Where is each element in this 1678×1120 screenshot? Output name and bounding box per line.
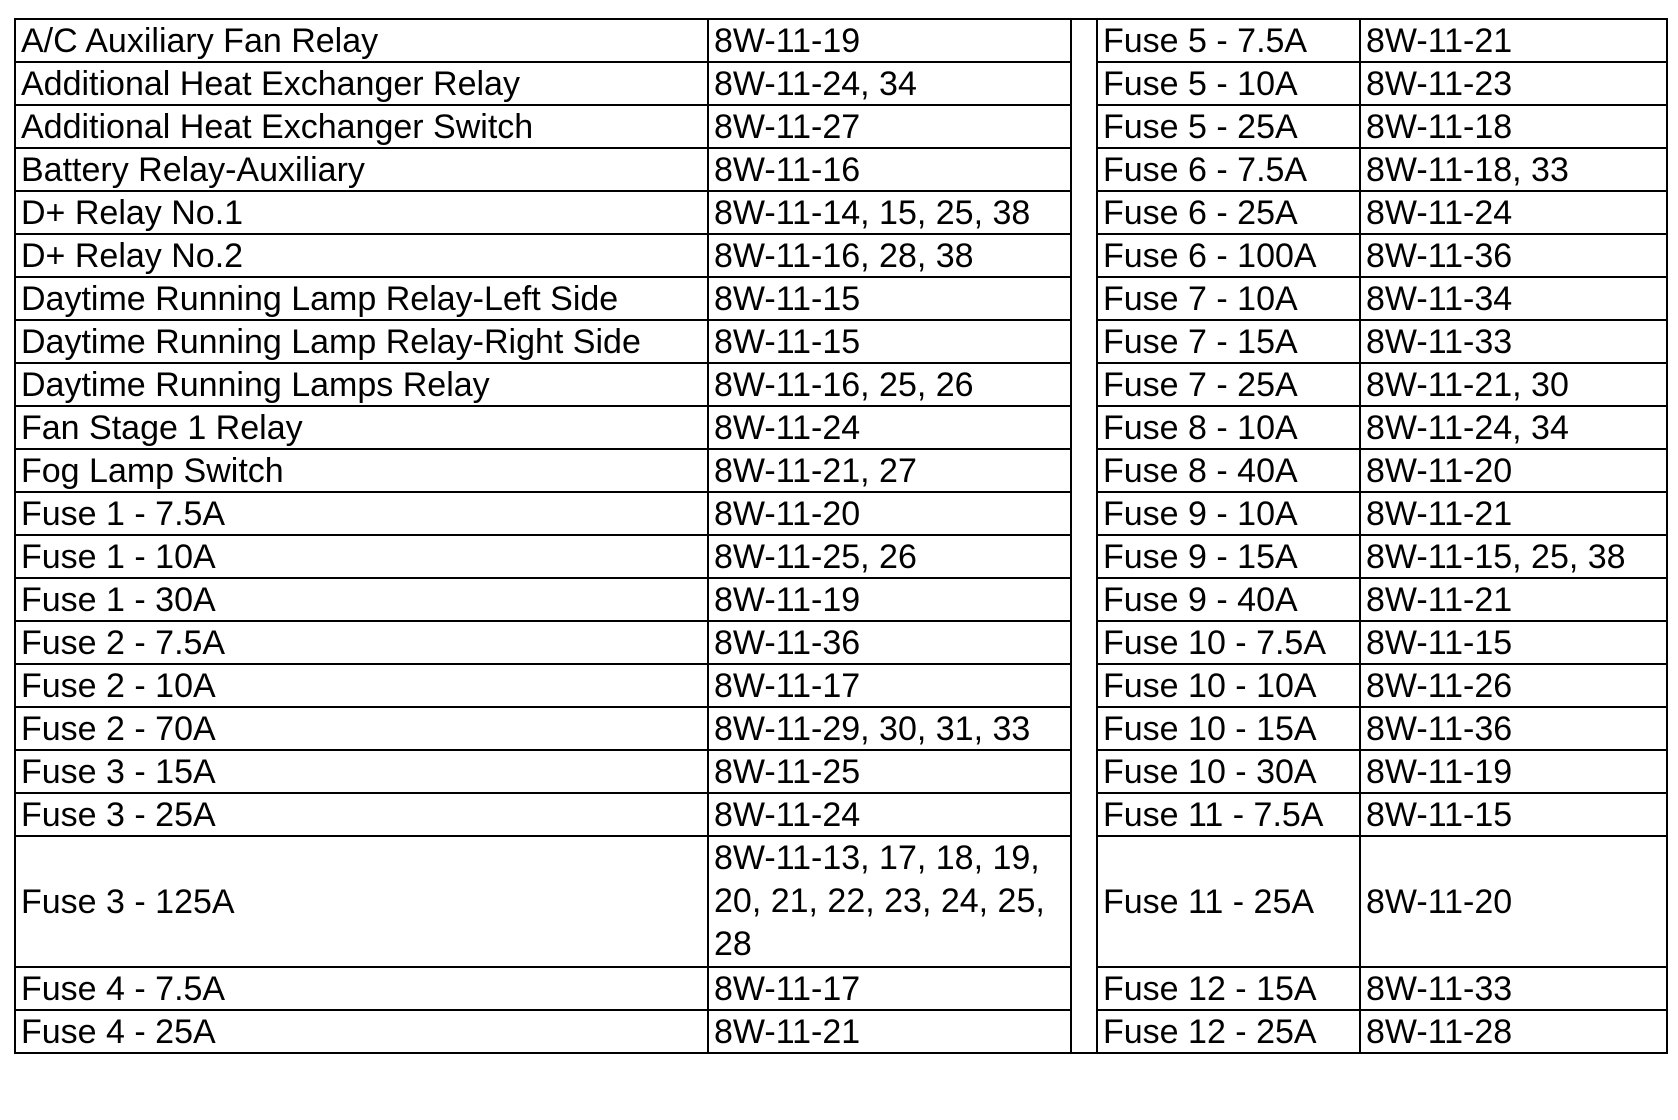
table-row (15, 793, 1667, 836)
page-reference-cell: 8W-11-16, 25, 26 (708, 363, 1071, 406)
fuse-name-cell: Fuse 7 - 25A (1097, 363, 1360, 406)
table-row (15, 664, 1667, 707)
fuse-reference-cell: 8W-11-21 (1360, 492, 1667, 535)
table-row (15, 277, 1667, 320)
fuse-name-cell: Fuse 11 - 25A (1097, 836, 1360, 967)
page-reference-cell: 8W-11-16 (708, 148, 1071, 191)
fuse-name-cell: Fuse 7 - 15A (1097, 320, 1360, 363)
component-name-cell: Fuse 1 - 10A (15, 535, 708, 578)
component-name-cell: Fan Stage 1 Relay (15, 406, 708, 449)
page-reference-cell: 8W-11-36 (708, 621, 1071, 664)
component-name-cell: Additional Heat Exchanger Switch (15, 105, 708, 148)
fuse-name-cell: Fuse 8 - 40A (1097, 449, 1360, 492)
page-reference-cell: 8W-11-24, 34 (708, 62, 1071, 105)
component-name-cell: Fuse 3 - 125A (15, 836, 708, 967)
component-name-cell: Fuse 2 - 10A (15, 664, 708, 707)
table-row (15, 967, 1667, 1010)
fuse-reference-cell: 8W-11-23 (1360, 62, 1667, 105)
table-row (15, 406, 1667, 449)
fuse-reference-cell: 8W-11-20 (1360, 836, 1667, 967)
component-name-cell: Fuse 4 - 25A (15, 1010, 708, 1053)
component-name-cell: Daytime Running Lamps Relay (15, 363, 708, 406)
column-separator (1071, 19, 1097, 1053)
page-reference-cell: 8W-11-16, 28, 38 (708, 234, 1071, 277)
page-reference-cell: 8W-11-21 (708, 1010, 1071, 1053)
component-name-cell: A/C Auxiliary Fan Relay (15, 19, 708, 62)
component-name-cell: Fuse 3 - 25A (15, 793, 708, 836)
fuse-name-cell: Fuse 9 - 10A (1097, 492, 1360, 535)
fuse-reference-cell: 8W-11-15 (1360, 793, 1667, 836)
table-row (15, 62, 1667, 105)
fuse-name-cell: Fuse 7 - 10A (1097, 277, 1360, 320)
fuse-name-cell: Fuse 6 - 7.5A (1097, 148, 1360, 191)
fuse-reference-cell: 8W-11-34 (1360, 277, 1667, 320)
table-row (15, 578, 1667, 621)
component-name-cell: Fuse 4 - 7.5A (15, 967, 708, 1010)
component-name-cell: D+ Relay No.2 (15, 234, 708, 277)
fuse-reference-cell: 8W-11-36 (1360, 234, 1667, 277)
fuse-name-cell: Fuse 9 - 40A (1097, 578, 1360, 621)
table-row (15, 1010, 1667, 1053)
fuse-reference-cell: 8W-11-15 (1360, 621, 1667, 664)
table-row (15, 320, 1667, 363)
table-row (15, 105, 1667, 148)
component-name-cell: Daytime Running Lamp Relay-Left Side (15, 277, 708, 320)
table-row (15, 363, 1667, 406)
page-reference-cell: 8W-11-17 (708, 664, 1071, 707)
fuse-name-cell: Fuse 12 - 15A (1097, 967, 1360, 1010)
page-reference-cell: 8W-11-20 (708, 492, 1071, 535)
page-reference-cell: 8W-11-24 (708, 406, 1071, 449)
fuse-reference-cell: 8W-11-26 (1360, 664, 1667, 707)
table-row (15, 492, 1667, 535)
table-row (15, 19, 1667, 62)
fuse-name-cell: Fuse 6 - 25A (1097, 191, 1360, 234)
page-reference-cell: 8W-11-29, 30, 31, 33 (708, 707, 1071, 750)
page-reference-cell: 8W-11-15 (708, 277, 1071, 320)
component-name-cell: D+ Relay No.1 (15, 191, 708, 234)
table-row (15, 750, 1667, 793)
table-row (15, 535, 1667, 578)
component-name-cell: Daytime Running Lamp Relay-Right Side (15, 320, 708, 363)
fuse-name-cell: Fuse 5 - 7.5A (1097, 19, 1360, 62)
table-row (15, 449, 1667, 492)
fuse-name-cell: Fuse 6 - 100A (1097, 234, 1360, 277)
page-reference-cell: 8W-11-21, 27 (708, 449, 1071, 492)
page-reference-cell: 8W-11-13, 17, 18, 19, 20, 21, 22, 23, 24, 25, 28 (708, 836, 1071, 967)
fuse-reference-cell: 8W-11-24 (1360, 191, 1667, 234)
page-reference-cell: 8W-11-24 (708, 793, 1071, 836)
fuse-reference-cell: 8W-11-33 (1360, 967, 1667, 1010)
fuse-reference-cell: 8W-11-21 (1360, 578, 1667, 621)
page-reference-cell: 8W-11-19 (708, 19, 1071, 62)
fuse-reference-cell: 8W-11-28 (1360, 1010, 1667, 1053)
component-name-cell: Fuse 2 - 7.5A (15, 621, 708, 664)
fuse-reference-cell: 8W-11-21, 30 (1360, 363, 1667, 406)
page-reference-cell: 8W-11-25 (708, 750, 1071, 793)
fuse-reference-cell: 8W-11-36 (1360, 707, 1667, 750)
table-row (15, 836, 1667, 967)
component-index-body (15, 19, 1667, 1053)
fuse-reference-cell: 8W-11-33 (1360, 320, 1667, 363)
component-name-cell: Fuse 1 - 7.5A (15, 492, 708, 535)
fuse-reference-cell: 8W-11-20 (1360, 449, 1667, 492)
component-name-cell: Fuse 1 - 30A (15, 578, 708, 621)
fuse-name-cell: Fuse 10 - 7.5A (1097, 621, 1360, 664)
component-name-cell: Fuse 2 - 70A (15, 707, 708, 750)
fuse-reference-cell: 8W-11-24, 34 (1360, 406, 1667, 449)
fuse-name-cell: Fuse 8 - 10A (1097, 406, 1360, 449)
fuse-reference-cell: 8W-11-19 (1360, 750, 1667, 793)
table-row (15, 148, 1667, 191)
fuse-name-cell: Fuse 5 - 10A (1097, 62, 1360, 105)
table-row (15, 707, 1667, 750)
fuse-name-cell: Fuse 10 - 15A (1097, 707, 1360, 750)
component-index-table (14, 18, 1668, 1054)
page-reference-cell: 8W-11-17 (708, 967, 1071, 1010)
component-name-cell: Fuse 3 - 15A (15, 750, 708, 793)
fuse-reference-cell: 8W-11-18 (1360, 105, 1667, 148)
fuse-reference-cell: 8W-11-15, 25, 38 (1360, 535, 1667, 578)
page-reference-cell: 8W-11-19 (708, 578, 1071, 621)
page-reference-cell: 8W-11-14, 15, 25, 38 (708, 191, 1071, 234)
page-reference-cell: 8W-11-25, 26 (708, 535, 1071, 578)
fuse-name-cell: Fuse 11 - 7.5A (1097, 793, 1360, 836)
fuse-reference-cell: 8W-11-18, 33 (1360, 148, 1667, 191)
component-name-cell: Fog Lamp Switch (15, 449, 708, 492)
table-row (15, 234, 1667, 277)
fuse-name-cell: Fuse 5 - 25A (1097, 105, 1360, 148)
fuse-name-cell: Fuse 9 - 15A (1097, 535, 1360, 578)
table-row (15, 191, 1667, 234)
component-name-cell: Additional Heat Exchanger Relay (15, 62, 708, 105)
page-reference-cell: 8W-11-27 (708, 105, 1071, 148)
fuse-name-cell: Fuse 12 - 25A (1097, 1010, 1360, 1053)
component-name-cell: Battery Relay-Auxiliary (15, 148, 708, 191)
page-reference-cell: 8W-11-15 (708, 320, 1071, 363)
table-row (15, 621, 1667, 664)
fuse-name-cell: Fuse 10 - 30A (1097, 750, 1360, 793)
fuse-name-cell: Fuse 10 - 10A (1097, 664, 1360, 707)
fuse-reference-cell: 8W-11-21 (1360, 19, 1667, 62)
